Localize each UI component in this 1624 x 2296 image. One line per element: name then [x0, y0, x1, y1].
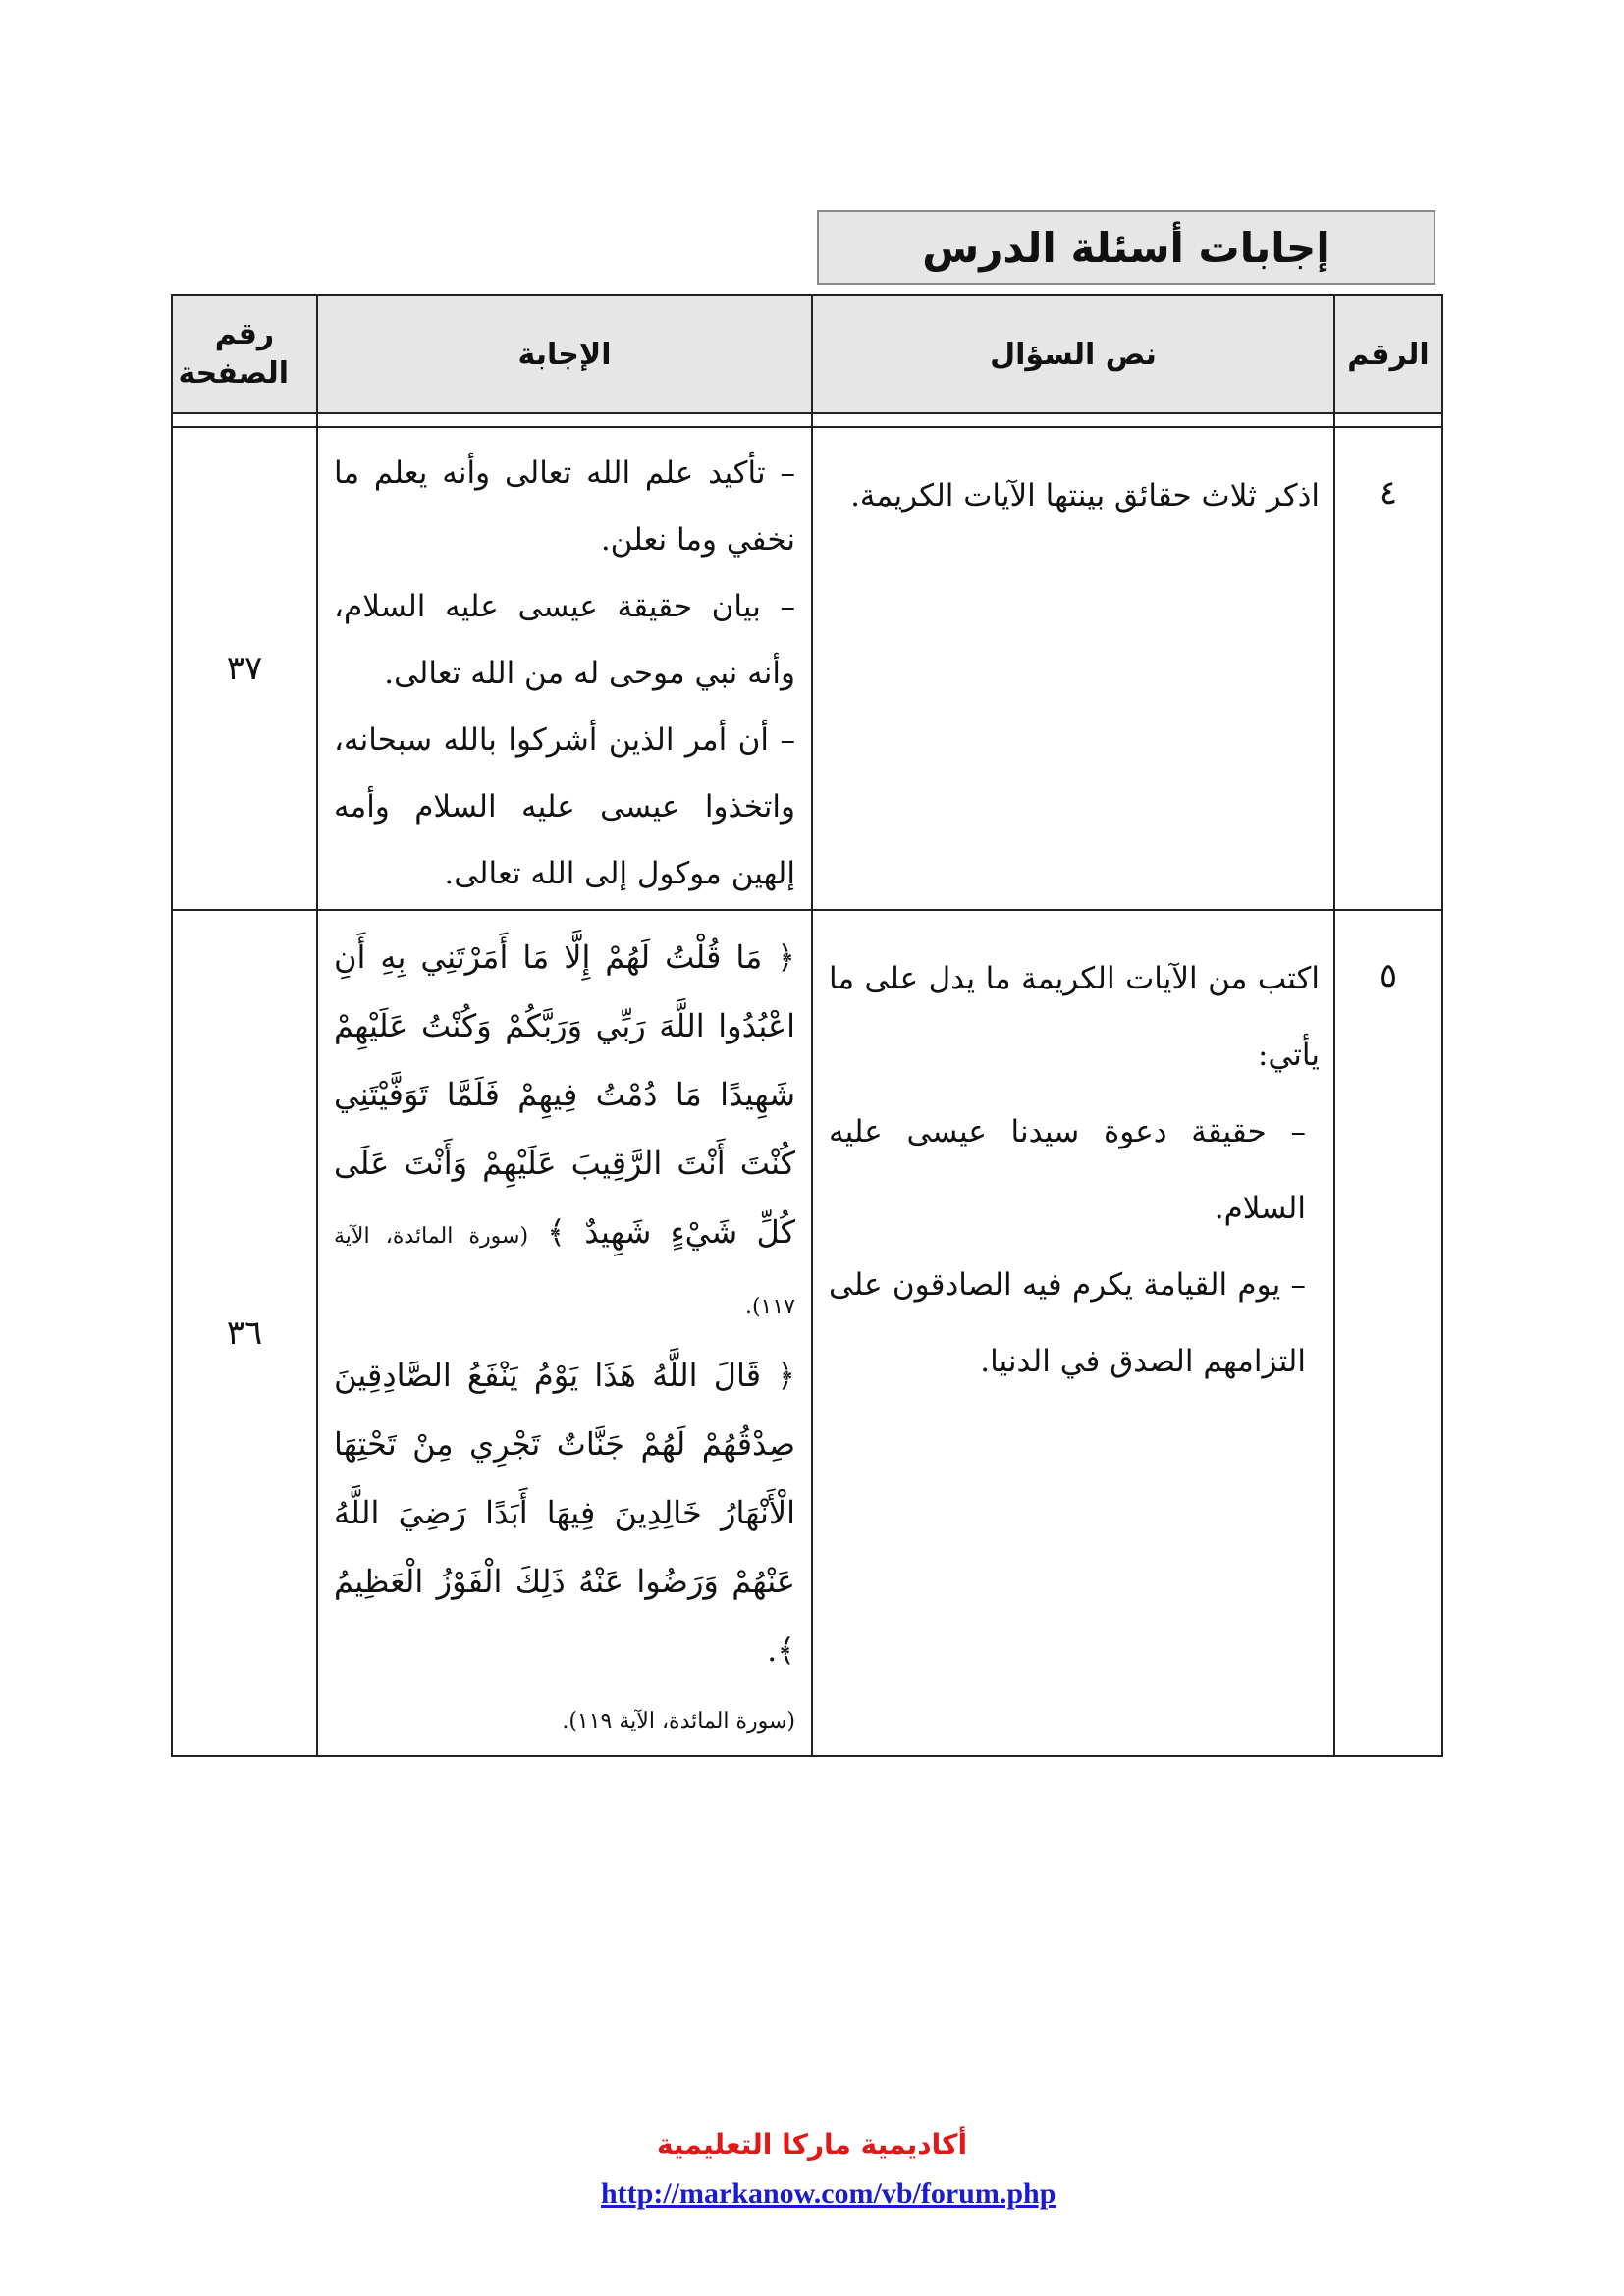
answer-item: – أن أمر الذين أشركوا بالله سبحانه، واتخذوا عيسى عليه السلام وأمه إلهين موكول إلى الله تعالى.: [334, 722, 795, 891]
row-answer: [317, 910, 812, 1756]
footer-academy-name: أكاديمية ماركا التعليمية: [656, 2128, 968, 2161]
row-page: ٣٦: [172, 910, 317, 1756]
table-row: [172, 910, 1442, 1756]
table-row: [172, 427, 1442, 910]
header-page: [172, 295, 317, 413]
header-question: نص السؤال: [812, 295, 1334, 413]
quran-verse: ﴿ مَا قُلْتُ لَهُمْ إِلَّا مَا أَمَرْتَنِي بِهِ أَنِ اعْبُدُوا اللَّهَ رَبِّي وَرَبَّكُمْ وَكُنْتُ عَلَيْهِمْ شَهِيدًا مَا دُمْتُ فِيهِمْ فَلَمَّا تَوَفَّيْتَنِي كُنْتَ أَنْتَ الرَّقِيبَ عَلَيْهِمْ وَأَنْتَ عَلَى كُلِّ شَيْءٍ شَهِيدٌ ﴾: [334, 938, 795, 1251]
question-item: – حقيقة دعوة سيدنا عيسى عليه السلام.: [829, 1114, 1306, 1226]
quran-verse: ﴿ قَالَ اللَّهُ هَذَا يَوْمُ يَنْفَعُ الصَّادِقِينَ صِدْقُهُمْ لَهُمْ جَنَّاتٌ تَجْرِي مِنْ تَحْتِهَا الْأَنْهَارُ خَالِدِينَ فِيهَا أَبَدًا رَضِيَ اللَّهُ عَنْهُمْ وَرَضُوا عَنْهُ ذَلِكَ الْفَوْزُ الْعَظِيمُ ﴾.: [334, 1357, 795, 1669]
question-text: اكتب من الآيات الكريمة ما يدل على ما يأتي:: [829, 961, 1320, 1073]
verse-reference: (سورة المائدة، الآية ١١٩).: [562, 1709, 795, 1734]
table-header-row: [172, 295, 1442, 413]
answer-item: – بيان حقيقة عيسى عليه السلام، وأنه نبي موحى له من الله تعالى.: [334, 589, 795, 691]
question-item: – يوم القيامة يكرم فيه الصادقون على التزامهم الصدق في الدنيا.: [829, 1267, 1306, 1379]
lesson-title-box: [817, 210, 1435, 285]
lesson-title: إجابات أسئلة الدرس: [922, 223, 1330, 272]
row-answer: [317, 427, 812, 910]
row-question: اذكر ثلاث حقائق بينتها الآيات الكريمة.: [812, 427, 1334, 910]
row-number: ٥: [1334, 910, 1442, 1756]
row-page: ٣٧: [172, 427, 317, 910]
header-page-label: رقم الصفحة: [178, 317, 289, 391]
answer-item: – تأكيد علم الله تعالى وأنه يعلم ما نخفي وما نعلن.: [334, 455, 795, 558]
header-number: الرقم: [1334, 295, 1442, 413]
header-answer: الإجابة: [317, 295, 812, 413]
footer-forum-link[interactable]: http://markanow.com/vb/forum.php: [601, 2177, 1056, 2210]
row-question: [812, 910, 1334, 1756]
verse-reference: (سورة المائدة، الآية ١١٧).: [334, 1224, 795, 1319]
row-number: ٤: [1334, 427, 1442, 910]
answers-table: [171, 294, 1443, 1757]
table-spacer-row: [172, 413, 1442, 427]
